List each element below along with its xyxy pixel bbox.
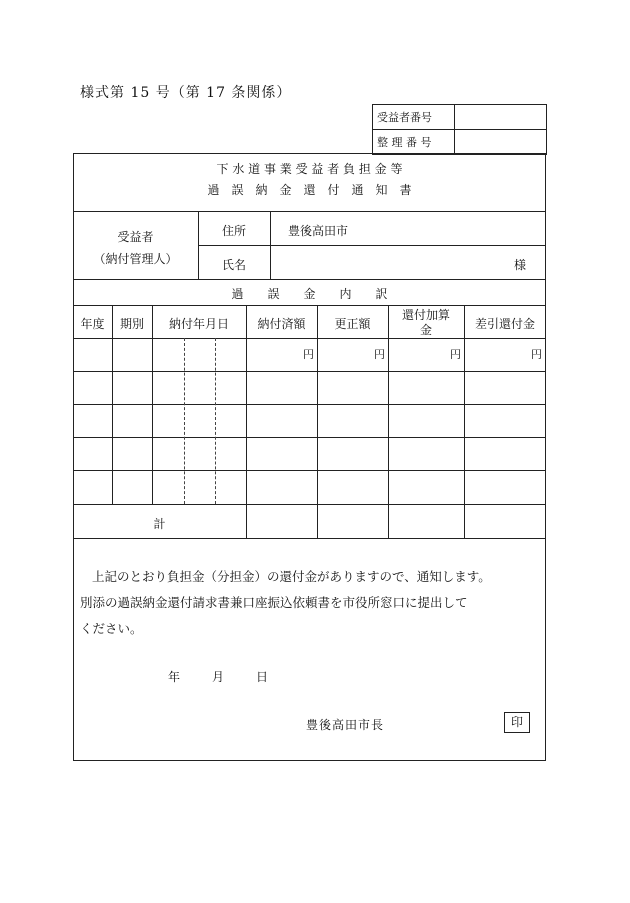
rule-date-dash-1 bbox=[184, 338, 185, 504]
yen-unit-corrected: 円 bbox=[374, 348, 385, 361]
rule-address-bottom bbox=[198, 245, 546, 246]
rule-row-2 bbox=[73, 404, 546, 405]
col-header-net-refund: 差引還付金 bbox=[474, 317, 535, 331]
col-header-paid-amount: 納付済額 bbox=[257, 317, 306, 331]
beneficiary-number-label: 受益者番号 bbox=[373, 105, 455, 130]
date-year: 年 bbox=[168, 670, 181, 684]
notice-text bbox=[80, 564, 550, 642]
rule-row-4 bbox=[73, 470, 546, 471]
issuer-name: 豊後高田市長 bbox=[306, 718, 385, 732]
payer-label: 受益者 bbox=[117, 230, 154, 244]
date-month: 月 bbox=[212, 670, 225, 684]
rule-breakdown-heading-bottom bbox=[73, 305, 546, 306]
col-header-refund-addition-line-1: 還付加算 bbox=[401, 308, 450, 322]
notice-line-2: 別添の過誤納金還付請求書兼口座振込依頼書を市役所窓口に提出して bbox=[80, 595, 468, 610]
rule-col-payment-date bbox=[246, 305, 247, 538]
col-header-refund-addition-line-2: 金 bbox=[419, 323, 432, 337]
address-label: 住所 bbox=[221, 224, 246, 238]
yen-unit-refund-addition: 円 bbox=[450, 348, 461, 361]
rule-col-paid-amount bbox=[317, 305, 318, 538]
yen-unit-net-refund: 円 bbox=[531, 348, 542, 361]
seal-box: 印 bbox=[504, 712, 530, 733]
yen-unit-paid: 円 bbox=[303, 348, 314, 361]
notice-line-1: 上記のとおり負担金（分担金）の還付金がありますので、通知します。 bbox=[92, 569, 491, 584]
name-label: 氏名 bbox=[221, 258, 246, 272]
rule-col-period bbox=[152, 305, 153, 504]
rule-col-refund-addition bbox=[464, 305, 465, 538]
rule-row-1 bbox=[73, 371, 546, 372]
rule-row-3 bbox=[73, 437, 546, 438]
reference-number-field bbox=[455, 130, 547, 155]
payer-sub-label: （納付管理人） bbox=[93, 252, 178, 266]
rule-title-bottom bbox=[73, 211, 546, 212]
date-day: 日 bbox=[256, 670, 269, 684]
reference-number-label: 整 理 番 号 bbox=[373, 130, 455, 155]
form-number: 様式第 15 号（第 17 条関係） bbox=[80, 85, 292, 101]
notice-line-3: ください。 bbox=[80, 621, 143, 636]
honorific: 様 bbox=[514, 258, 527, 272]
rule-row-5 bbox=[73, 504, 546, 505]
rule-col-year bbox=[112, 305, 113, 504]
rule-col-corrected bbox=[388, 305, 389, 538]
breakdown-heading: 過 誤 金 内 訳 bbox=[231, 287, 388, 301]
rule-payer-field-divider bbox=[270, 211, 271, 279]
col-header-year: 年度 bbox=[80, 317, 105, 331]
total-label: 計 bbox=[153, 517, 166, 531]
address-value: 豊後高田市 bbox=[288, 224, 349, 238]
document-title-line-2: 過 誤 納 金 還 付 通 知 書 bbox=[207, 183, 412, 197]
rule-total-bottom bbox=[73, 538, 546, 539]
beneficiary-number-field bbox=[455, 105, 547, 130]
rule-column-header-bottom bbox=[73, 338, 546, 339]
rule-name-bottom bbox=[73, 279, 546, 280]
document-title-line-1: 下 水 道 事 業 受 益 者 負 担 金 等 bbox=[216, 162, 403, 176]
col-header-period: 期別 bbox=[119, 317, 144, 331]
id-number-table bbox=[372, 104, 547, 155]
rule-date-dash-2 bbox=[215, 338, 216, 504]
col-header-corrected-amount: 更正額 bbox=[334, 317, 371, 331]
col-header-payment-date: 納付年月日 bbox=[168, 317, 229, 331]
